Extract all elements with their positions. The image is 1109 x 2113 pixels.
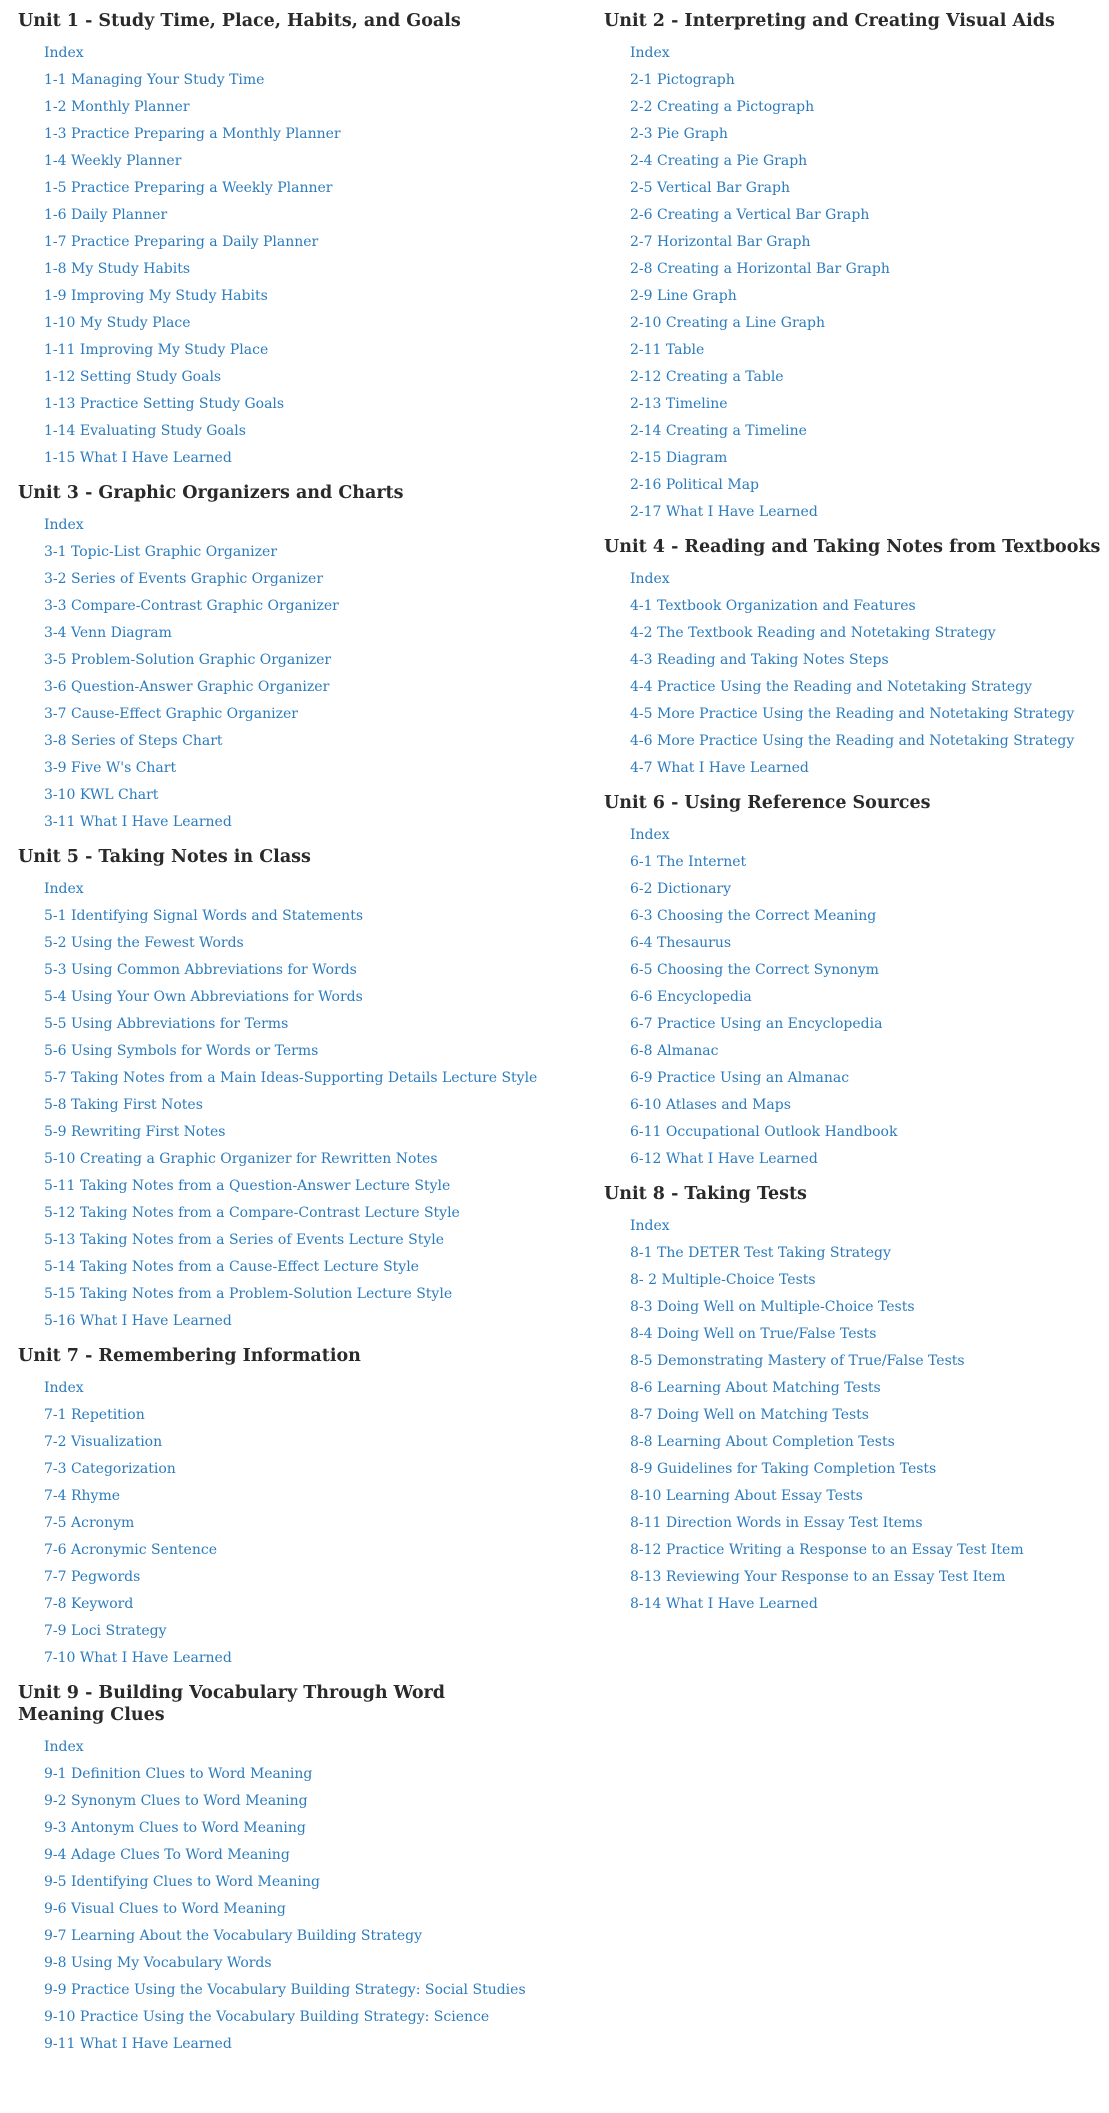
- lesson-link[interactable]: 5-15 Taking Notes from a Problem-Solution Lecture Style: [44, 1286, 453, 1302]
- lesson-link[interactable]: 3-5 Problem-Solution Graphic Organizer: [44, 652, 332, 668]
- lesson-link[interactable]: 1-7 Practice Preparing a Daily Planner: [44, 234, 319, 250]
- unit-heading: Unit 7 - Remembering Information: [18, 1346, 361, 1366]
- index-link[interactable]: Index: [44, 517, 84, 533]
- lesson-link[interactable]: 6-9 Practice Using an Almanac: [630, 1070, 850, 1086]
- lesson-link[interactable]: 8-12 Practice Writing a Response to an Essay Test Item: [630, 1542, 1024, 1558]
- lesson-link[interactable]: 6-2 Dictionary: [630, 881, 732, 897]
- lesson-link[interactable]: 9-1 Definition Clues to Word Meaning: [44, 1766, 313, 1782]
- lesson-link[interactable]: 7-6 Acronymic Sentence: [44, 1542, 217, 1558]
- lesson-link[interactable]: 3-8 Series of Steps Chart: [44, 733, 223, 749]
- unit-section: [604, 536, 1109, 782]
- unit-section: [604, 10, 1109, 526]
- lesson-link[interactable]: 8-6 Learning About Matching Tests: [630, 1380, 881, 1396]
- lesson-link[interactable]: 2-2 Creating a Pictograph: [630, 99, 815, 115]
- lesson-link[interactable]: 8-10 Learning About Essay Tests: [630, 1488, 863, 1504]
- lesson-link[interactable]: 2-8 Creating a Horizontal Bar Graph: [630, 261, 890, 277]
- lesson-link[interactable]: 3-3 Compare-Contrast Graphic Organizer: [44, 598, 339, 614]
- lesson-link[interactable]: 4-4 Practice Using the Reading and Notetaking Strategy: [630, 679, 1033, 695]
- lesson-link[interactable]: 3-10 KWL Chart: [44, 787, 159, 803]
- unit-heading: Unit 6 - Using Reference Sources: [604, 793, 931, 813]
- lesson-link[interactable]: 2-12 Creating a Table: [630, 369, 784, 385]
- lesson-link[interactable]: 8- 2 Multiple-Choice Tests: [630, 1272, 816, 1288]
- lesson-link[interactable]: 1-14 Evaluating Study Goals: [44, 423, 246, 439]
- lesson-link[interactable]: 5-8 Taking First Notes: [44, 1097, 203, 1113]
- unit-heading: Unit 3 - Graphic Organizers and Charts: [18, 483, 404, 503]
- lesson-link[interactable]: 8-3 Doing Well on Multiple-Choice Tests: [630, 1299, 915, 1315]
- index-link[interactable]: Index: [630, 571, 670, 587]
- lesson-link[interactable]: 6-11 Occupational Outlook Handbook: [630, 1124, 898, 1140]
- lesson-link[interactable]: 6-3 Choosing the Correct Meaning: [630, 908, 877, 924]
- unit-section: [18, 1682, 558, 2058]
- lesson-link[interactable]: 5-1 Identifying Signal Words and Statements: [44, 908, 364, 924]
- lesson-link[interactable]: 1-2 Monthly Planner: [44, 99, 190, 115]
- lesson-link[interactable]: 1-1 Managing Your Study Time: [44, 72, 265, 88]
- lesson-link[interactable]: 2-3 Pie Graph: [630, 126, 728, 142]
- lesson-link[interactable]: 1-4 Weekly Planner: [44, 153, 182, 169]
- lesson-link[interactable]: 9-10 Practice Using the Vocabulary Building Strategy: Science: [44, 2009, 490, 2025]
- index-link[interactable]: Index: [630, 45, 670, 61]
- lesson-link[interactable]: 2-14 Creating a Timeline: [630, 423, 807, 439]
- lesson-link[interactable]: 8-1 The DETER Test Taking Strategy: [630, 1245, 891, 1261]
- lesson-link-list: [44, 1734, 558, 2058]
- lesson-link[interactable]: 8-5 Demonstrating Mastery of True/False Tests: [630, 1353, 965, 1369]
- lesson-link-list: [44, 512, 558, 836]
- unit-section: [604, 792, 1109, 1173]
- lesson-link[interactable]: 1-9 Improving My Study Habits: [44, 288, 268, 304]
- lesson-link[interactable]: 9-5 Identifying Clues to Word Meaning: [44, 1874, 320, 1890]
- lesson-link[interactable]: 3-1 Topic-List Graphic Organizer: [44, 544, 278, 560]
- lesson-link[interactable]: 3-4 Venn Diagram: [44, 625, 172, 641]
- lesson-link[interactable]: 2-4 Creating a Pie Graph: [630, 153, 808, 169]
- lesson-link[interactable]: 1-10 My Study Place: [44, 315, 191, 331]
- unit-heading: Unit 1 - Study Time, Place, Habits, and Goals: [18, 11, 461, 31]
- lesson-link[interactable]: 5-13 Taking Notes from a Series of Events Lecture Style: [44, 1232, 445, 1248]
- lesson-link[interactable]: 7-3 Categorization: [44, 1461, 176, 1477]
- lesson-link[interactable]: 3-11 What I Have Learned: [44, 814, 232, 830]
- lesson-link-list: [630, 822, 1109, 1173]
- lesson-link[interactable]: 2-17 What I Have Learned: [630, 504, 818, 520]
- lesson-link[interactable]: 2-13 Timeline: [630, 396, 728, 412]
- lesson-link[interactable]: 1-8 My Study Habits: [44, 261, 191, 277]
- unit-section: [18, 10, 558, 472]
- lesson-link[interactable]: 8-8 Learning About Completion Tests: [630, 1434, 895, 1450]
- lesson-link[interactable]: 9-2 Synonym Clues to Word Meaning: [44, 1793, 308, 1809]
- lesson-link[interactable]: 8-7 Doing Well on Matching Tests: [630, 1407, 869, 1423]
- lesson-link[interactable]: 8-4 Doing Well on True/False Tests: [630, 1326, 877, 1342]
- lesson-link[interactable]: 6-10 Atlases and Maps: [630, 1097, 791, 1113]
- lesson-link[interactable]: 1-12 Setting Study Goals: [44, 369, 222, 385]
- lesson-link[interactable]: 9-7 Learning About the Vocabulary Building Strategy: [44, 1928, 422, 1944]
- lesson-link[interactable]: 6-5 Choosing the Correct Synonym: [630, 962, 879, 978]
- lesson-link[interactable]: 2-11 Table: [630, 342, 705, 358]
- index-link[interactable]: Index: [44, 1739, 84, 1755]
- lesson-link[interactable]: 8-9 Guidelines for Taking Completion Tests: [630, 1461, 937, 1477]
- lesson-link[interactable]: 5-5 Using Abbreviations for Terms: [44, 1016, 289, 1032]
- index-link[interactable]: Index: [630, 1218, 670, 1234]
- unit-heading: Unit 4 - Reading and Taking Notes from Textbooks: [604, 537, 1101, 557]
- lesson-link[interactable]: 7-8 Keyword: [44, 1596, 134, 1612]
- left-column: [18, 0, 558, 2068]
- lesson-link[interactable]: 6-7 Practice Using an Encyclopedia: [630, 1016, 883, 1032]
- unit-heading: Unit 2 - Interpreting and Creating Visual Aids: [604, 11, 1055, 31]
- unit-section: [18, 846, 558, 1335]
- lesson-link[interactable]: 2-5 Vertical Bar Graph: [630, 180, 790, 196]
- lesson-link[interactable]: 3-6 Question-Answer Graphic Organizer: [44, 679, 330, 695]
- lesson-link[interactable]: 6-12 What I Have Learned: [630, 1151, 818, 1167]
- lesson-link[interactable]: 5-14 Taking Notes from a Cause-Effect Lecture Style: [44, 1259, 419, 1275]
- lesson-link[interactable]: 5-16 What I Have Learned: [44, 1313, 232, 1329]
- lesson-link[interactable]: 5-9 Rewriting First Notes: [44, 1124, 226, 1140]
- lesson-link[interactable]: 1-15 What I Have Learned: [44, 450, 232, 466]
- lesson-link[interactable]: 9-3 Antonym Clues to Word Meaning: [44, 1820, 306, 1836]
- lesson-link[interactable]: 5-12 Taking Notes from a Compare-Contrast Lecture Style: [44, 1205, 460, 1221]
- lesson-link[interactable]: 1-11 Improving My Study Place: [44, 342, 269, 358]
- right-column: [604, 0, 1109, 1628]
- lesson-link[interactable]: 4-2 The Textbook Reading and Notetaking Strategy: [630, 625, 996, 641]
- lesson-link[interactable]: 4-1 Textbook Organization and Features: [630, 598, 916, 614]
- lesson-link[interactable]: 2-9 Line Graph: [630, 288, 737, 304]
- lesson-link[interactable]: 1-5 Practice Preparing a Weekly Planner: [44, 180, 333, 196]
- lesson-link[interactable]: 2-10 Creating a Line Graph: [630, 315, 825, 331]
- lesson-link[interactable]: 7-9 Loci Strategy: [44, 1623, 167, 1639]
- unit-heading: Unit 8 - Taking Tests: [604, 1184, 807, 1204]
- lesson-link[interactable]: 7-10 What I Have Learned: [44, 1650, 232, 1666]
- lesson-link[interactable]: 2-6 Creating a Vertical Bar Graph: [630, 207, 870, 223]
- lesson-link[interactable]: 3-7 Cause-Effect Graphic Organizer: [44, 706, 298, 722]
- unit-section: [18, 482, 558, 836]
- lesson-link[interactable]: 4-7 What I Have Learned: [630, 760, 809, 776]
- lesson-link[interactable]: 6-1 The Internet: [630, 854, 747, 870]
- unit-section: [604, 1183, 1109, 1618]
- lesson-link[interactable]: 4-5 More Practice Using the Reading and Notetaking Strategy: [630, 706, 1075, 722]
- lesson-link[interactable]: 1-6 Daily Planner: [44, 207, 168, 223]
- lesson-link[interactable]: 4-3 Reading and Taking Notes Steps: [630, 652, 889, 668]
- lesson-link-list: [44, 876, 558, 1335]
- index-link[interactable]: Index: [630, 827, 670, 843]
- unit-section: [18, 1345, 558, 1672]
- lesson-link[interactable]: 7-4 Rhyme: [44, 1488, 121, 1504]
- lesson-link-list: [630, 566, 1109, 782]
- lesson-link[interactable]: 5-10 Creating a Graphic Organizer for Rewritten Notes: [44, 1151, 438, 1167]
- lesson-link[interactable]: 4-6 More Practice Using the Reading and Notetaking Strategy: [630, 733, 1075, 749]
- lesson-link[interactable]: 5-4 Using Your Own Abbreviations for Words: [44, 989, 363, 1005]
- lesson-link[interactable]: 6-4 Thesaurus: [630, 935, 732, 951]
- lesson-link[interactable]: 9-11 What I Have Learned: [44, 2036, 232, 2052]
- lesson-link[interactable]: 3-2 Series of Events Graphic Organizer: [44, 571, 324, 587]
- lesson-link-list: [630, 1213, 1109, 1618]
- lesson-link[interactable]: 9-6 Visual Clues to Word Meaning: [44, 1901, 286, 1917]
- lesson-link[interactable]: 3-9 Five W's Chart: [44, 760, 177, 776]
- lesson-link[interactable]: 2-16 Political Map: [630, 477, 760, 493]
- lesson-link[interactable]: 2-1 Pictograph: [630, 72, 735, 88]
- index-link[interactable]: Index: [44, 1380, 84, 1396]
- lesson-link[interactable]: 5-7 Taking Notes from a Main Ideas-Supporting Details Lecture Style: [44, 1070, 538, 1086]
- lesson-link[interactable]: 9-9 Practice Using the Vocabulary Building Strategy: Social Studies: [44, 1982, 526, 1998]
- lesson-link[interactable]: 5-11 Taking Notes from a Question-Answer Lecture Style: [44, 1178, 451, 1194]
- unit-heading: Unit 5 - Taking Notes in Class: [18, 847, 311, 867]
- lesson-link[interactable]: 8-13 Reviewing Your Response to an Essay Test Item: [630, 1569, 1006, 1585]
- lesson-link[interactable]: 5-3 Using Common Abbreviations for Words: [44, 962, 357, 978]
- lesson-link[interactable]: 2-15 Diagram: [630, 450, 728, 466]
- lesson-link[interactable]: 1-3 Practice Preparing a Monthly Planner: [44, 126, 341, 142]
- lesson-link-list: [630, 40, 1109, 526]
- lesson-link[interactable]: 9-4 Adage Clues To Word Meaning: [44, 1847, 290, 1863]
- lesson-link[interactable]: 6-6 Encyclopedia: [630, 989, 752, 1005]
- lesson-link[interactable]: 8-11 Direction Words in Essay Test Items: [630, 1515, 923, 1531]
- lesson-link[interactable]: 8-14 What I Have Learned: [630, 1596, 818, 1612]
- lesson-link[interactable]: 7-1 Repetition: [44, 1407, 145, 1423]
- lesson-link[interactable]: 7-7 Pegwords: [44, 1569, 141, 1585]
- index-link[interactable]: Index: [44, 45, 84, 61]
- lesson-link[interactable]: 9-8 Using My Vocabulary Words: [44, 1955, 272, 1971]
- lesson-link[interactable]: 7-5 Acronym: [44, 1515, 135, 1531]
- lesson-link-list: [44, 40, 558, 472]
- lesson-link[interactable]: 2-7 Horizontal Bar Graph: [630, 234, 811, 250]
- lesson-link[interactable]: 1-13 Practice Setting Study Goals: [44, 396, 285, 412]
- lesson-link-list: [44, 1375, 558, 1672]
- lesson-link[interactable]: 5-6 Using Symbols for Words or Terms: [44, 1043, 319, 1059]
- index-link[interactable]: Index: [44, 881, 84, 897]
- unit-heading: Unit 9 - Building Vocabulary Through Word Meaning Clues: [18, 1683, 446, 1725]
- lesson-link[interactable]: 5-2 Using the Fewest Words: [44, 935, 244, 951]
- lesson-link[interactable]: 6-8 Almanac: [630, 1043, 719, 1059]
- lesson-link[interactable]: 7-2 Visualization: [44, 1434, 163, 1450]
